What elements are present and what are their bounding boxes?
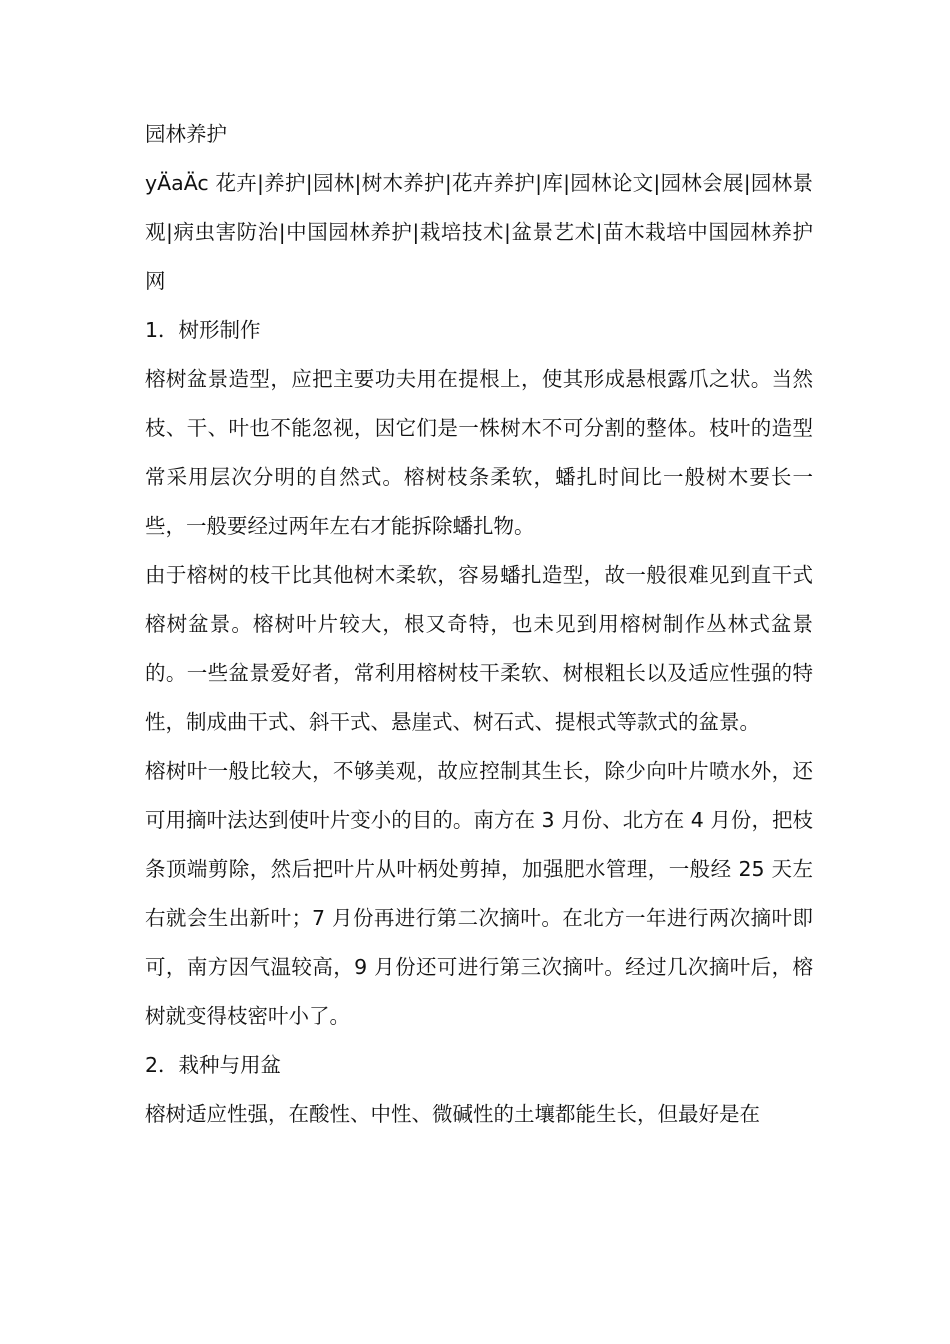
section-heading-planting-pots: 2．栽种与用盆 (145, 1053, 282, 1077)
paragraph-soil: 榕树适应性强，在酸性、中性、微碱性的土壤都能生长，但最好是在 (145, 1102, 760, 1126)
paragraph-bonsai-shaping: 榕树盆景造型，应把主要功夫用在提根上，使其形成悬根露爪之状。当然枝、干、叶也不能忽视，因它们是一株树木不可分割的整体。枝叶的造型常采用层次分明的自然式。榕树枝条柔软，蟠扎时间比一般树木要长一些，一般要经过两年左右才能拆除蟠扎物。 (145, 367, 813, 538)
paragraph-leaf-trimming: 榕树叶一般比较大，不够美观，故应控制其生长，除少向叶片喷水外，还可用摘叶法达到使叶片变小的目的。南方在 3 月份、北方在 4 月份，把枝条顶端剪除，然后把叶片从叶柄处剪掉，加强肥水管理，一般经 25 天左右就会生出新叶；7 月份再进行第二次摘叶。在北方一年进行两次摘叶即可，南方因气温较高，9 月份还可进行第三次摘叶。经过几次摘叶后，榕树就变得枝密叶小了。 (145, 759, 813, 1028)
section-heading-tree-shaping: 1．树形制作 (145, 318, 261, 342)
paragraph-trunk-styles: 由于榕树的枝干比其他树木柔软，容易蟠扎造型，故一般很难见到直干式榕树盆景。榕树叶片较大，根又奇特，也未见到用榕树制作丛林式盆景的。一些盆景爱好者，常利用榕树枝干柔软、树根粗长以及适应性强的特性，制成曲干式、斜干式、悬崖式、树石式、提根式等款式的盆景。 (145, 563, 813, 734)
document-title: 园林养护 (145, 122, 227, 146)
keywords-line: yÄaÄc 花卉|养护|园林|树木养护|花卉养护|库|园林论文|园林会展|园林景观|病虫害防治|中国园林养护|栽培技术|盆景艺术|苗木栽培中国园林养护网 (145, 171, 813, 293)
document-body (145, 110, 813, 1139)
